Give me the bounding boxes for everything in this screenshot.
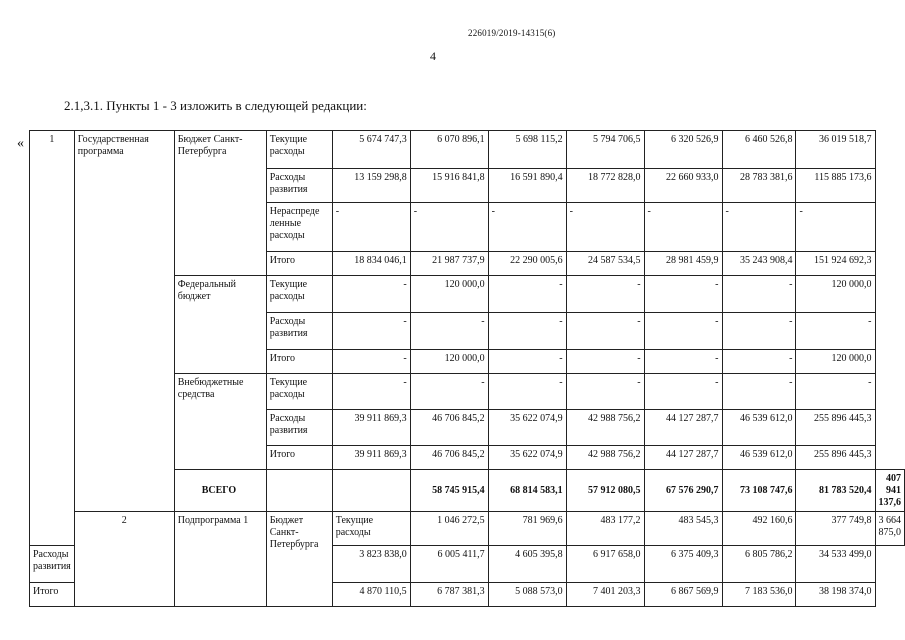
table-cell: 115 885 173,6 <box>796 169 875 203</box>
table-cell: 34 533 499,0 <box>796 546 875 583</box>
table-cell: - <box>488 276 566 313</box>
table-cell: 46 539 612,0 <box>722 446 796 470</box>
table-cell: 5 794 706,5 <box>566 131 644 169</box>
table-cell: 6 867 569,9 <box>644 583 722 607</box>
table-cell: 81 783 520,4 <box>796 470 875 512</box>
table-cell: 46 706 845,2 <box>410 446 488 470</box>
table-cell: 407 941 137,6 <box>875 470 905 512</box>
expense-type-label: Нераспреде ленные расходы <box>266 203 332 252</box>
table-cell: 3 823 838,0 <box>332 546 410 583</box>
table-cell: 44 127 287,7 <box>644 446 722 470</box>
table-cell: 6 787 381,3 <box>410 583 488 607</box>
table-cell: 67 576 290,7 <box>644 470 722 512</box>
table-cell: 35 243 908,4 <box>722 252 796 276</box>
table-cell: 18 834 046,1 <box>332 252 410 276</box>
table-cell: 7 401 203,3 <box>566 583 644 607</box>
expense-type-label: Итого <box>266 446 332 470</box>
table-cell: 46 706 845,2 <box>410 410 488 446</box>
table-cell: - <box>332 374 410 410</box>
table-cell: 35 622 074,9 <box>488 446 566 470</box>
table-cell: 483 545,3 <box>644 512 722 546</box>
table-cell: 6 917 658,0 <box>566 546 644 583</box>
table-cell: 120 000,0 <box>796 350 875 374</box>
table-cell: 36 019 518,7 <box>796 131 875 169</box>
table-cell: - <box>566 350 644 374</box>
table-cell: - <box>332 203 410 252</box>
expense-type-label: Текущие расходы <box>266 374 332 410</box>
expense-type-label: Расходы развития <box>266 313 332 350</box>
opening-quote-mark: « <box>17 136 24 151</box>
table-cell: - <box>488 203 566 252</box>
program-name: Государственная программа <box>74 131 174 512</box>
table-cell: 781 969,6 <box>488 512 566 546</box>
funding-source: Бюджет Санкт-Петербурга <box>266 512 332 607</box>
table-cell: 6 805 786,2 <box>722 546 796 583</box>
table-cell: 4 605 395,8 <box>488 546 566 583</box>
expense-type-label: Расходы развития <box>266 169 332 203</box>
table-row <box>30 131 905 169</box>
table-cell: 28 783 381,6 <box>722 169 796 203</box>
table-cell: 492 160,6 <box>722 512 796 546</box>
program-name: Подпрограмма 1 <box>174 512 266 607</box>
table-cell: 5 698 115,2 <box>488 131 566 169</box>
table-cell: 57 912 080,5 <box>566 470 644 512</box>
table-cell: - <box>566 374 644 410</box>
table-cell: 7 183 536,0 <box>722 583 796 607</box>
table-cell: - <box>722 276 796 313</box>
table-cell: 13 159 298,8 <box>332 169 410 203</box>
table-cell: - <box>410 374 488 410</box>
table-cell: 5 674 747,3 <box>332 131 410 169</box>
table-cell: 73 108 747,6 <box>722 470 796 512</box>
table-cell: 377 749,8 <box>796 512 875 546</box>
table-cell: 38 198 374,0 <box>796 583 875 607</box>
table-cell: 58 745 915,4 <box>410 470 488 512</box>
table-cell: - <box>644 374 722 410</box>
table-cell: - <box>410 313 488 350</box>
table-cell: 483 177,2 <box>566 512 644 546</box>
table-cell: 6 375 409,3 <box>644 546 722 583</box>
table-cell: 22 660 933,0 <box>644 169 722 203</box>
row-number: 1 <box>30 131 75 546</box>
table-cell: 44 127 287,7 <box>644 410 722 446</box>
table-cell: 42 988 756,2 <box>566 410 644 446</box>
table-cell: - <box>722 374 796 410</box>
table-cell: 4 870 110,5 <box>332 583 410 607</box>
table-cell: 120 000,0 <box>410 350 488 374</box>
table-cell: 151 924 692,3 <box>796 252 875 276</box>
table-cell: - <box>566 313 644 350</box>
table-cell: - <box>332 276 410 313</box>
table-cell: 6 320 526,9 <box>644 131 722 169</box>
table-cell: - <box>332 313 410 350</box>
grand-total-label: ВСЕГО <box>174 470 266 512</box>
expense-type-label: Текущие расходы <box>266 131 332 169</box>
page-number: 4 <box>430 49 436 63</box>
table-cell: 6 070 896,1 <box>410 131 488 169</box>
table-cell: - <box>488 374 566 410</box>
table-cell: 3 664 875,0 <box>875 512 905 546</box>
table-cell: 18 772 828,0 <box>566 169 644 203</box>
table-cell: - <box>722 313 796 350</box>
table-cell: - <box>644 276 722 313</box>
table-cell: 1 046 272,5 <box>410 512 488 546</box>
table-cell: 24 587 534,5 <box>566 252 644 276</box>
table-cell: - <box>410 203 488 252</box>
table-cell: 120 000,0 <box>796 276 875 313</box>
funding-source: Федеральный бюджет <box>174 276 266 374</box>
table-cell: - <box>644 350 722 374</box>
table-cell: 16 591 890,4 <box>488 169 566 203</box>
table-cell: - <box>644 203 722 252</box>
table-cell: 15 916 841,8 <box>410 169 488 203</box>
table-cell: 255 896 445,3 <box>796 446 875 470</box>
section-heading: 2.1,3.1. Пункты 1 - 3 изложить в следующей редакции: <box>64 98 367 113</box>
table-cell: 39 911 869,3 <box>332 446 410 470</box>
table-cell: 255 896 445,3 <box>796 410 875 446</box>
table-cell: 42 988 756,2 <box>566 446 644 470</box>
funding-source: Внебюджетные средства <box>174 374 266 470</box>
table-cell: 46 539 612,0 <box>722 410 796 446</box>
table-cell: - <box>332 350 410 374</box>
table-cell: - <box>488 350 566 374</box>
funding-source: Бюджет Санкт-Петербурга <box>174 131 266 276</box>
row-number: 2 <box>74 512 174 607</box>
expense-type-label: Расходы развития <box>266 410 332 446</box>
table-cell: 28 981 459,9 <box>644 252 722 276</box>
budget-table <box>29 130 905 607</box>
table-cell: - <box>796 374 875 410</box>
table-cell <box>332 470 410 512</box>
table-cell: 6 005 411,7 <box>410 546 488 583</box>
expense-type-label: Итого <box>266 252 332 276</box>
table-cell: 68 814 583,1 <box>488 470 566 512</box>
table-cell: - <box>488 313 566 350</box>
table-cell: - <box>566 276 644 313</box>
expense-type-label: Итого <box>266 350 332 374</box>
table-cell: - <box>722 350 796 374</box>
expense-type-label: Итого <box>30 583 75 607</box>
table-cell: - <box>566 203 644 252</box>
table-cell: - <box>796 313 875 350</box>
table-cell: - <box>796 203 875 252</box>
table-cell: 5 088 573,0 <box>488 583 566 607</box>
expense-type-label: Текущие расходы <box>266 276 332 313</box>
table-cell: 39 911 869,3 <box>332 410 410 446</box>
table-cell: - <box>644 313 722 350</box>
table-cell <box>266 470 332 512</box>
table-cell: 120 000,0 <box>410 276 488 313</box>
table-cell: 35 622 074,9 <box>488 410 566 446</box>
document-id: 226019/2019-14315(6) <box>468 28 556 38</box>
table-cell: 21 987 737,9 <box>410 252 488 276</box>
expense-type-label: Текущие расходы <box>332 512 410 546</box>
table-cell: 6 460 526,8 <box>722 131 796 169</box>
expense-type-label: Расходы развития <box>30 546 75 583</box>
table-cell: - <box>722 203 796 252</box>
table-cell: 22 290 005,6 <box>488 252 566 276</box>
table-row <box>30 512 905 546</box>
